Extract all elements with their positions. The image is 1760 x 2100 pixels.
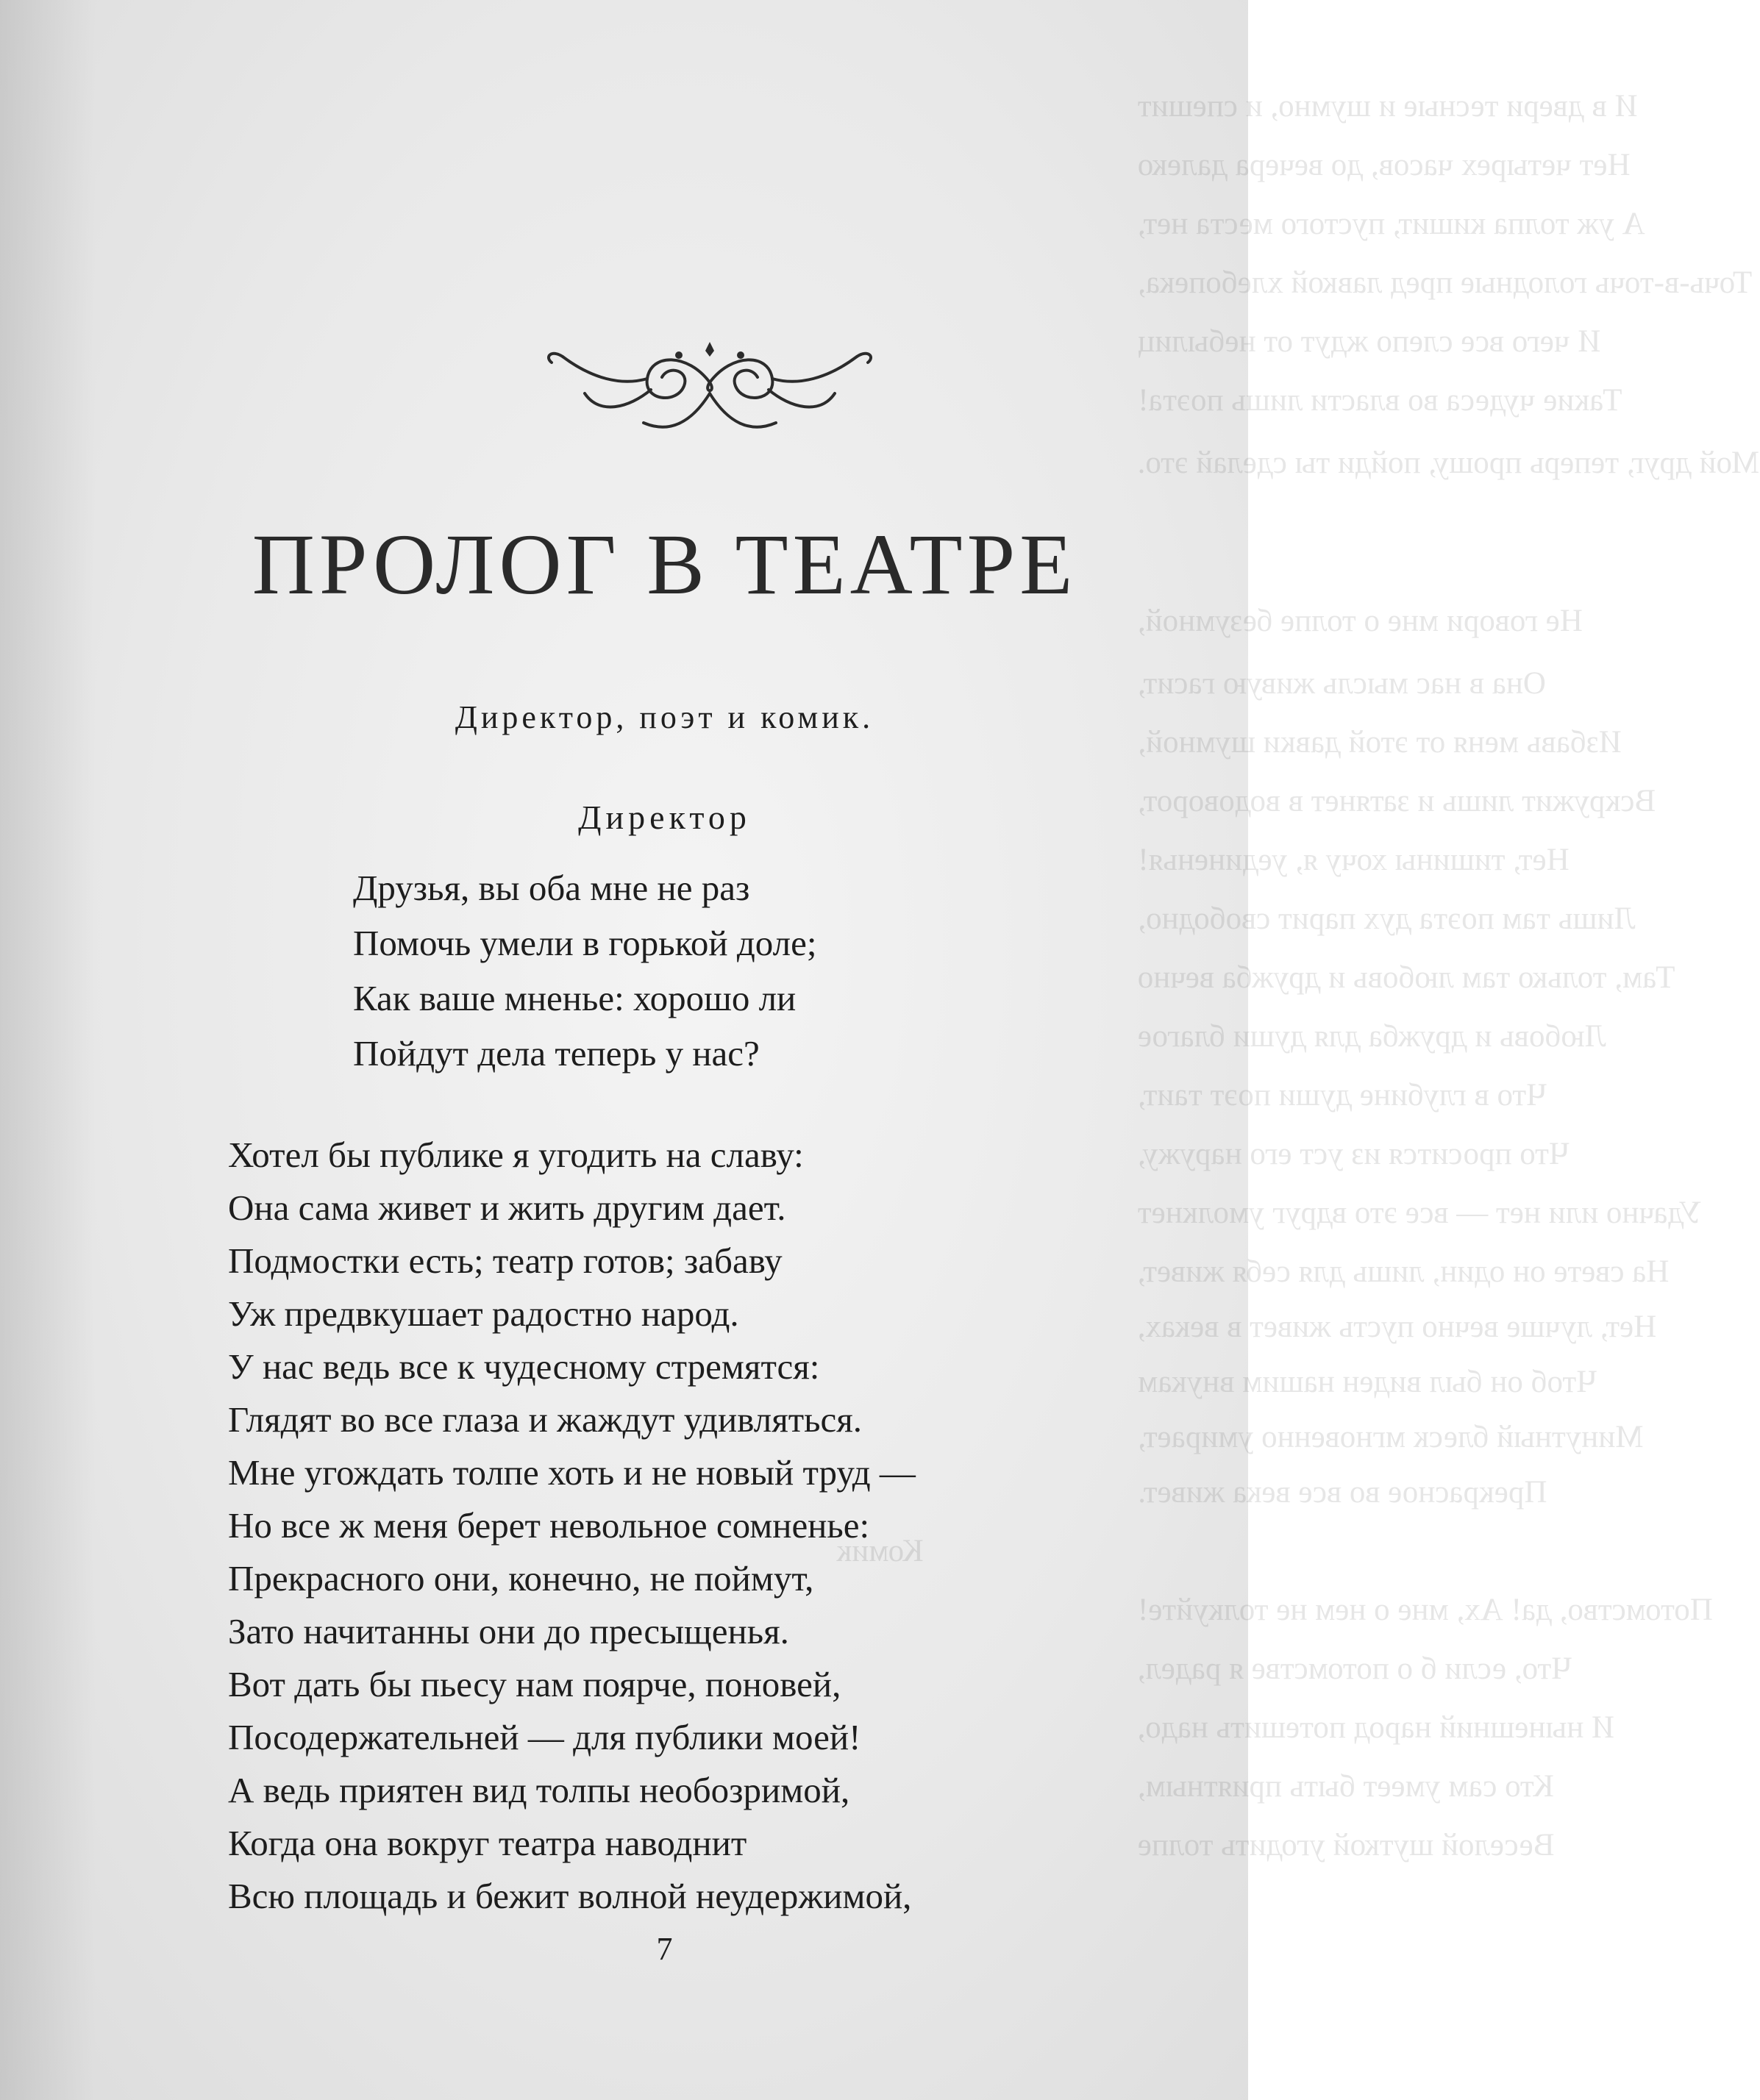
- bleed-line: Веселой шуткой угодить толпе: [1138, 1828, 1555, 1863]
- verse-line: А ведь приятен вид толпы необозримой,: [228, 1770, 850, 1810]
- verse-line: Вот дать бы пьесу нам поярче, поновей,: [228, 1664, 841, 1704]
- verse-line: Пойдут дела теперь у нас?: [353, 1033, 760, 1074]
- verse-line: Всю площадь и бежит волной неудержимой,: [228, 1876, 912, 1916]
- ornament-flourish-icon: [541, 312, 879, 445]
- characters-list: Директор, поэт и комик.: [455, 699, 874, 735]
- verse-line: Она сама живет и жить другим дает.: [228, 1188, 786, 1228]
- bleed-line: Потомство, да! Ах, мне о нем не толкуйте!: [1138, 1593, 1713, 1627]
- bleed-line: Она в нас мысль живую гасит,: [1138, 666, 1546, 701]
- bleed-line: И нынешний народ потешить надо,: [1138, 1710, 1615, 1745]
- verse-line: Посодержательней — для публики моей!: [228, 1717, 861, 1757]
- bleed-line: Такие чудеса во власти лишь поэта!: [1138, 383, 1622, 418]
- bleed-line: Избавь меня от этой давки шумной,: [1138, 725, 1622, 760]
- main-verse: [228, 1129, 916, 1923]
- opening-stanza: [353, 860, 816, 1081]
- bleed-line: Удачно или нет — все это вдруг умолкнет: [1138, 1196, 1702, 1230]
- bleed-line: Нет, лучше вечно пусть живет в веках,: [1138, 1310, 1657, 1344]
- bleed-line: Прекрасное во все века живет.: [1138, 1475, 1547, 1510]
- verse-line: Но все ж меня берет невольное сомненье:: [228, 1505, 870, 1546]
- bleed-line: Мой друг, теперь прошу, пойди ты сделай это.: [1138, 446, 1760, 480]
- bleed-line: Там, только там любовь и дружба вечно: [1138, 960, 1675, 995]
- bleed-line: Что, если б о потомстве я радел,: [1138, 1651, 1572, 1686]
- bleed-line: Чтоб он был виден нашим внукам: [1138, 1365, 1597, 1399]
- verse-line: Глядят во все глаза и жаждут удивляться.: [228, 1399, 863, 1440]
- bleed-line: Что просится из уст его наружу,: [1138, 1137, 1570, 1171]
- speaker-name: Директор: [578, 799, 751, 836]
- verse-line: Хотел бы публике я угодить на славу:: [228, 1135, 804, 1175]
- bleed-line: Комик: [836, 1534, 924, 1568]
- chapter-title: ПРОЛОГ В ТЕАТРЕ: [252, 516, 1077, 612]
- bleed-line: Кто сам умеет быть приятным,: [1138, 1769, 1554, 1804]
- bleed-line: Любовь и дружба для души благое: [1138, 1019, 1606, 1054]
- bleed-line: Нет четырех часов, до вечера далеко: [1138, 148, 1631, 182]
- bleed-line: Нет, тишины хочу я, уединенья!: [1138, 843, 1570, 877]
- verse-line: Как ваше мненье: хорошо ли: [353, 978, 797, 1018]
- bleed-line: Точь-в-точь голодные пред лавкой хлебопека,: [1138, 265, 1753, 300]
- verse-line: Когда она вокруг театра наводнит: [228, 1823, 747, 1863]
- bleed-line: И в двери тесные и шумно, и спешит: [1138, 89, 1638, 124]
- verse-line: Уж предвкушает радостно народ.: [228, 1293, 739, 1334]
- bleed-line: А уж толпа кишит, пустого места нет,: [1138, 207, 1645, 241]
- bleed-line: Что в глубине души поэт таит,: [1138, 1078, 1547, 1112]
- verse-line: У нас ведь все к чудесному стремятся:: [228, 1346, 820, 1387]
- bleed-line: На свете он один, лишь для себя живет,: [1138, 1254, 1670, 1289]
- bleed-line: Вскружит лишь и затянет в водоворот,: [1138, 784, 1656, 818]
- verse-line: Прекрасного они, конечно, не поймут,: [228, 1558, 814, 1599]
- bleed-line: Минутный блеск мгновенно умирает,: [1138, 1420, 1644, 1454]
- bleed-line: Не говори мне о толпе безумной,: [1138, 604, 1583, 638]
- verse-line: Подмостки есть; театр готов; забаву: [228, 1240, 783, 1281]
- bleed-line: И чего все слепо ждут от небылиц: [1138, 324, 1601, 359]
- verse-line: Друзья, вы оба мне не раз: [353, 868, 750, 908]
- verse-line: Зато начитанны они до пресыщенья.: [228, 1611, 789, 1651]
- verse-line: Мне угождать толпе хоть и не новый труд —: [228, 1452, 916, 1493]
- bleed-line: Лишь там поэта дух парит свободно,: [1138, 901, 1636, 936]
- verse-line: Помочь умели в горькой доле;: [353, 923, 817, 963]
- page-number: 7: [656, 1931, 673, 1967]
